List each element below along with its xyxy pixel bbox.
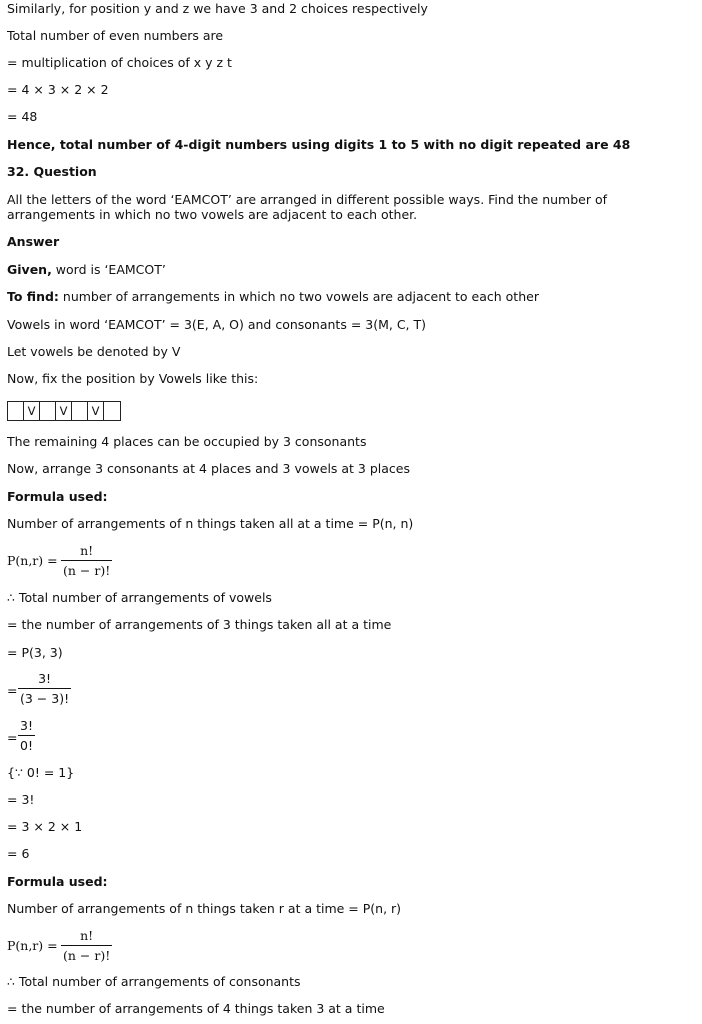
to-find-text: number of arrangements in which no two vowels are adjacent to each other — [58, 289, 539, 304]
text-line: ∴ Total number of arrangements of consonants — [7, 974, 301, 989]
numerator: n! — [80, 543, 94, 558]
formula-lhs: P(n,r) = — [7, 938, 58, 953]
denominator: 0! — [18, 735, 35, 753]
formula-lhs: P(n,r) = — [7, 553, 58, 568]
equals-sign: = — [7, 730, 18, 745]
numerator: 3! — [38, 671, 52, 686]
vowel-box: V — [88, 402, 104, 420]
fraction — [61, 543, 112, 578]
numerator: n! — [80, 928, 94, 943]
vowel-position-boxes — [7, 401, 121, 421]
given-line — [7, 262, 166, 277]
text-line: ∴ Total number of arrangements of vowels — [7, 590, 272, 605]
position-box — [40, 402, 56, 420]
to-find-label: To find: — [7, 289, 59, 304]
fraction — [18, 718, 35, 753]
text-line: = 3! — [7, 792, 35, 807]
text-line: Similarly, for position y and z we have 3 and 2 choices respectively — [7, 1, 428, 16]
vowel-box: V — [56, 402, 72, 420]
position-box — [104, 402, 120, 420]
text-line: Let vowels be denoted by V — [7, 344, 181, 359]
text-line: The remaining 4 places can be occupied by 3 consonants — [7, 434, 367, 449]
position-box — [8, 402, 24, 420]
to-find-line — [7, 289, 539, 304]
fraction — [61, 928, 112, 963]
text-line: Number of arrangements of n things taken r at a time = P(n, r) — [7, 901, 402, 916]
given-label: Given, — [7, 262, 52, 277]
vowel-box: V — [24, 402, 40, 420]
text-line: = 4 × 3 × 2 × 2 — [7, 82, 109, 97]
text-line: = the number of arrangements of 3 things taken all at a time — [7, 617, 392, 632]
text-line: Number of arrangements of n things taken all at a time = P(n, n) — [7, 516, 414, 531]
text-line: = the number of arrangements of 4 things taken 3 at a time — [7, 1001, 385, 1016]
numerator: 3! — [20, 718, 33, 733]
position-box — [72, 402, 88, 420]
text-line: = P(3, 3) — [7, 645, 63, 660]
text-line: = multiplication of choices of x y z t — [7, 55, 232, 70]
fraction — [18, 671, 71, 706]
conclusion-text: Hence, total number of 4-digit numbers using digits 1 to 5 with no digit repeated are 48 — [7, 137, 631, 152]
formula-heading: Formula used: — [7, 489, 108, 504]
text-line: Now, fix the position by Vowels like this: — [7, 371, 259, 386]
text-line: = 3 × 2 × 1 — [7, 819, 83, 834]
text-line: Now, arrange 3 consonants at 4 places and 3 vowels at 3 places — [7, 461, 411, 476]
equals-sign: = — [7, 683, 18, 698]
question-text: All the letters of the word ‘EAMCOT’ are arranged in different possible ways. Find the number of arrangements in which no two vowels are adjacent to each other. — [7, 192, 608, 222]
text-line: = 48 — [7, 109, 38, 124]
denominator: (3 − 3)! — [18, 688, 71, 706]
given-text: word is ‘EAMCOT’ — [51, 262, 166, 277]
text-line: {∵ 0! = 1} — [7, 765, 75, 780]
text-line: Vowels in word ‘EAMCOT’ = 3(E, A, O) and consonants = 3(M, C, T) — [7, 317, 427, 332]
denominator: (n − r)! — [61, 560, 112, 578]
question-heading: 32. Question — [7, 164, 97, 179]
answer-heading: Answer — [7, 234, 60, 249]
formula-heading: Formula used: — [7, 874, 108, 889]
text-line: Total number of even numbers are — [7, 28, 224, 43]
text-line: = 6 — [7, 846, 30, 861]
denominator: (n − r)! — [61, 945, 112, 963]
